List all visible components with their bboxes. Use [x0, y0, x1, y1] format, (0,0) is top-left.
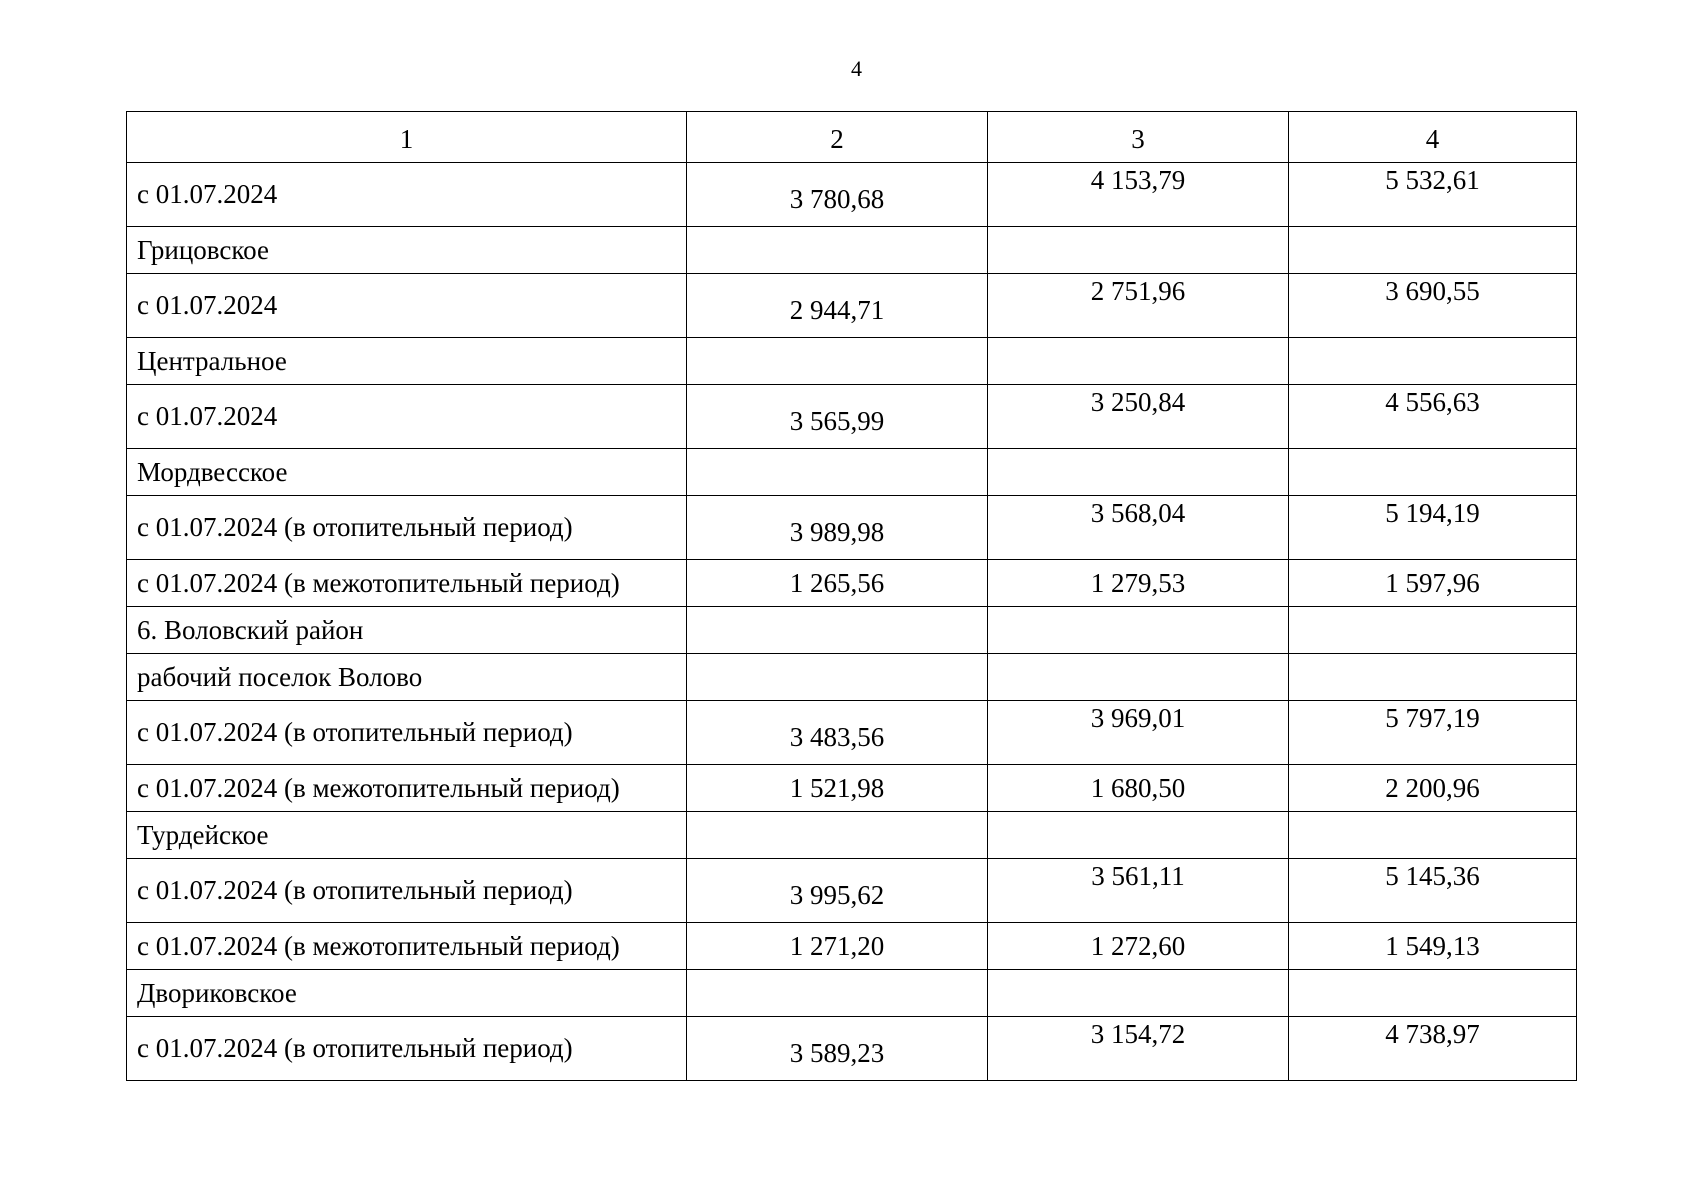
- value-col-2: [687, 970, 988, 1017]
- table-row: [127, 859, 1577, 923]
- row-label: Мордвесское: [127, 449, 687, 496]
- table-row: [127, 449, 1577, 496]
- value-col-3: [988, 970, 1289, 1017]
- value-col-2: 3 589,23: [687, 1017, 988, 1081]
- value-col-4: [1289, 449, 1577, 496]
- value-col-2: [687, 449, 988, 496]
- table-row: [127, 654, 1577, 701]
- value-col-3: 3 154,72: [988, 1017, 1289, 1081]
- table-row: [127, 812, 1577, 859]
- row-label: Центральное: [127, 338, 687, 385]
- row-label: с 01.07.2024 (в отопительный период): [127, 701, 687, 765]
- row-label: Двориковское: [127, 970, 687, 1017]
- table-row: [127, 701, 1577, 765]
- value-col-4: 5 194,19: [1289, 496, 1577, 560]
- table-row: [127, 163, 1577, 227]
- value-col-2: 3 780,68: [687, 163, 988, 227]
- value-col-2: [687, 812, 988, 859]
- value-col-4: 5 797,19: [1289, 701, 1577, 765]
- value-col-3: 1 272,60: [988, 923, 1289, 970]
- value-col-4: [1289, 607, 1577, 654]
- value-col-3: 1 279,53: [988, 560, 1289, 607]
- value-col-3: [988, 338, 1289, 385]
- table-row: [127, 765, 1577, 812]
- value-col-2: 3 989,98: [687, 496, 988, 560]
- value-col-2: 1 265,56: [687, 560, 988, 607]
- row-label: с 01.07.2024 (в отопительный период): [127, 859, 687, 923]
- page-number: 4: [851, 56, 862, 81]
- row-label: с 01.07.2024 (в межотопительный период): [127, 560, 687, 607]
- value-col-4: [1289, 338, 1577, 385]
- value-col-3: [988, 812, 1289, 859]
- value-col-2: 3 483,56: [687, 701, 988, 765]
- value-col-4: 5 145,36: [1289, 859, 1577, 923]
- table-row: [127, 1017, 1577, 1081]
- value-col-3: [988, 654, 1289, 701]
- row-label: с 01.07.2024: [127, 163, 687, 227]
- table-row: [127, 274, 1577, 338]
- value-col-3: 3 568,04: [988, 496, 1289, 560]
- value-col-3: 4 153,79: [988, 163, 1289, 227]
- value-col-3: [988, 607, 1289, 654]
- row-label: Турдейское: [127, 812, 687, 859]
- value-col-4: 4 556,63: [1289, 385, 1577, 449]
- row-label: с 01.07.2024 (в отопительный период): [127, 1017, 687, 1081]
- row-label: с 01.07.2024: [127, 274, 687, 338]
- value-col-4: [1289, 970, 1577, 1017]
- value-col-4: [1289, 654, 1577, 701]
- value-col-4: 1 597,96: [1289, 560, 1577, 607]
- value-col-4: 3 690,55: [1289, 274, 1577, 338]
- value-col-4: 5 532,61: [1289, 163, 1577, 227]
- value-col-3: 1 680,50: [988, 765, 1289, 812]
- value-col-3: 3 250,84: [988, 385, 1289, 449]
- value-col-4: [1289, 812, 1577, 859]
- value-col-3: 2 751,96: [988, 274, 1289, 338]
- value-col-4: 4 738,97: [1289, 1017, 1577, 1081]
- row-label: с 01.07.2024 (в межотопительный период): [127, 923, 687, 970]
- value-col-3: [988, 449, 1289, 496]
- table-header-row: [127, 112, 1577, 163]
- value-col-2: [687, 607, 988, 654]
- value-col-4: [1289, 227, 1577, 274]
- table-row: [127, 970, 1577, 1017]
- row-label: 6. Воловский район: [127, 607, 687, 654]
- column-header-2: 2: [687, 112, 988, 163]
- tariff-table: [126, 111, 1577, 1081]
- table-row: [127, 923, 1577, 970]
- value-col-2: 3 565,99: [687, 385, 988, 449]
- row-label: Грицовское: [127, 227, 687, 274]
- table-row: [127, 227, 1577, 274]
- value-col-4: 1 549,13: [1289, 923, 1577, 970]
- value-col-2: [687, 654, 988, 701]
- value-col-3: 3 561,11: [988, 859, 1289, 923]
- value-col-2: 1 521,98: [687, 765, 988, 812]
- value-col-4: 2 200,96: [1289, 765, 1577, 812]
- value-col-2: 3 995,62: [687, 859, 988, 923]
- value-col-3: 3 969,01: [988, 701, 1289, 765]
- table-row: [127, 560, 1577, 607]
- row-label: рабочий поселок Волово: [127, 654, 687, 701]
- row-label: с 01.07.2024 (в отопительный период): [127, 496, 687, 560]
- value-col-2: [687, 227, 988, 274]
- value-col-2: 1 271,20: [687, 923, 988, 970]
- table-row: [127, 338, 1577, 385]
- row-label: с 01.07.2024: [127, 385, 687, 449]
- column-header-3: 3: [988, 112, 1289, 163]
- row-label: с 01.07.2024 (в межотопительный период): [127, 765, 687, 812]
- table-row: [127, 496, 1577, 560]
- value-col-2: 2 944,71: [687, 274, 988, 338]
- value-col-2: [687, 338, 988, 385]
- column-header-4: 4: [1289, 112, 1577, 163]
- table-row: [127, 385, 1577, 449]
- value-col-3: [988, 227, 1289, 274]
- column-header-1: 1: [127, 112, 687, 163]
- table-row: [127, 607, 1577, 654]
